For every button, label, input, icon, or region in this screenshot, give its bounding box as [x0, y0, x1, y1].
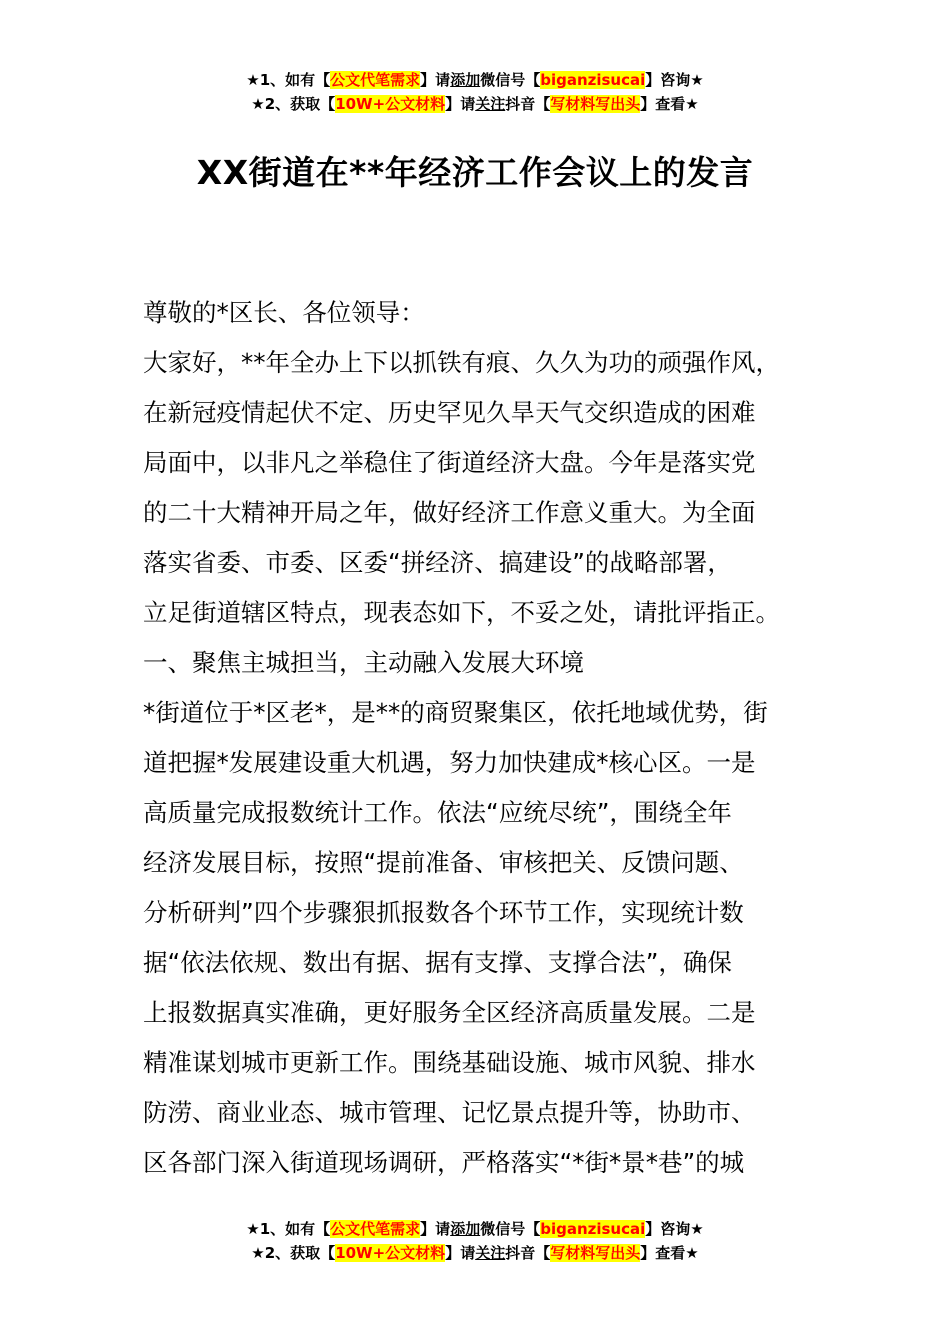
promo-text: ★1、如有【 — [246, 1220, 331, 1238]
body-line: 在新冠疫情起伏不定、历史罕见久旱天气交织造成的困难 — [143, 398, 756, 427]
promo-text: 】查看★ — [640, 1244, 699, 1262]
promo-text: 】查看★ — [640, 95, 699, 113]
body-line: *街道位于*区老*，是**的商贸聚集区，依托地域优势，街 — [143, 698, 768, 727]
promo-text: 】请 — [445, 95, 476, 113]
body-line: 立足街道辖区特点，现表态如下，不妥之处，请批评指正。 — [143, 598, 780, 627]
body-line: 分析研判”四个步骤狠抓报数各个环节工作，实现统计数 — [143, 898, 744, 927]
promo-text: 】咨询★ — [645, 71, 704, 89]
footer-promo-banner — [0, 1217, 950, 1265]
promo-highlight: biganzisucai — [540, 1220, 646, 1238]
promo-text: 抖音【 — [505, 1244, 551, 1262]
body-line: 道把握*发展建设重大机遇，努力加快建成*核心区。一是 — [143, 748, 756, 777]
promo-underlined: 添加 — [450, 1220, 481, 1238]
salutation: 尊敬的*区长、各位领导： — [143, 298, 425, 327]
promo-highlight: 10W+公文材料 — [335, 1244, 446, 1262]
promo-line-1 — [0, 1217, 950, 1241]
promo-highlight: 写材料写出头 — [550, 1244, 641, 1262]
promo-text: ★2、获取【 — [251, 95, 336, 113]
body-line: 经济发展目标，按照“提前准备、审核把关、反馈问题、 — [143, 848, 744, 877]
promo-underlined: 关注 — [475, 1244, 506, 1262]
promo-text: 】请 — [420, 1220, 451, 1238]
document-title: XX街道在**年经济工作会议上的发言 — [196, 153, 754, 192]
promo-line-2 — [0, 1241, 950, 1265]
promo-text: 微信号【 — [480, 1220, 541, 1238]
promo-highlight: 10W+公文材料 — [335, 95, 446, 113]
body-line: 大家好，**年全办上下以抓铁有痕、久久为功的顽强作风， — [143, 348, 780, 377]
body-line: 高质量完成报数统计工作。依法“应统尽统”，围绕全年 — [143, 798, 732, 827]
body-line: 的二十大精神开局之年，做好经济工作意义重大。为全面 — [143, 498, 756, 527]
promo-highlight: 写材料写出头 — [550, 95, 641, 113]
body-line: 落实省委、市委、区委“拼经济、搞建设”的战略部署， — [143, 548, 732, 577]
promo-highlight: biganzisucai — [540, 71, 646, 89]
body-line: 精准谋划城市更新工作。围绕基础设施、城市风貌、排水 — [143, 1048, 756, 1077]
body-line: 上报数据真实准确，更好服务全区经济高质量发展。二是 — [143, 998, 756, 1027]
promo-text: ★2、获取【 — [251, 1244, 336, 1262]
promo-text: 】请 — [420, 71, 451, 89]
promo-highlight: 公文代笔需求 — [330, 1220, 421, 1238]
document-body — [143, 288, 833, 1188]
promo-line-2 — [0, 92, 950, 116]
promo-highlight: 公文代笔需求 — [330, 71, 421, 89]
promo-text: ★1、如有【 — [246, 71, 331, 89]
body-line: 局面中，以非凡之举稳住了街道经济大盘。今年是落实党 — [143, 448, 756, 477]
body-line: 据“依法依规、数出有据、据有支撑、支撑合法”，确保 — [143, 948, 732, 977]
promo-text: 微信号【 — [480, 71, 541, 89]
body-line: 防涝、商业业态、城市管理、记忆景点提升等，协助市、 — [143, 1098, 756, 1127]
promo-text: 】咨询★ — [645, 1220, 704, 1238]
promo-underlined: 添加 — [450, 71, 481, 89]
promo-underlined: 关注 — [475, 95, 506, 113]
promo-line-1 — [0, 68, 950, 92]
promo-text: 抖音【 — [505, 95, 551, 113]
header-promo-banner — [0, 68, 950, 116]
section-heading: 一、聚焦主城担当，主动融入发展大环境 — [143, 648, 584, 677]
promo-text: 】请 — [445, 1244, 476, 1262]
body-line: 区各部门深入街道现场调研，严格落实“*街*景*巷”的城 — [143, 1148, 745, 1177]
